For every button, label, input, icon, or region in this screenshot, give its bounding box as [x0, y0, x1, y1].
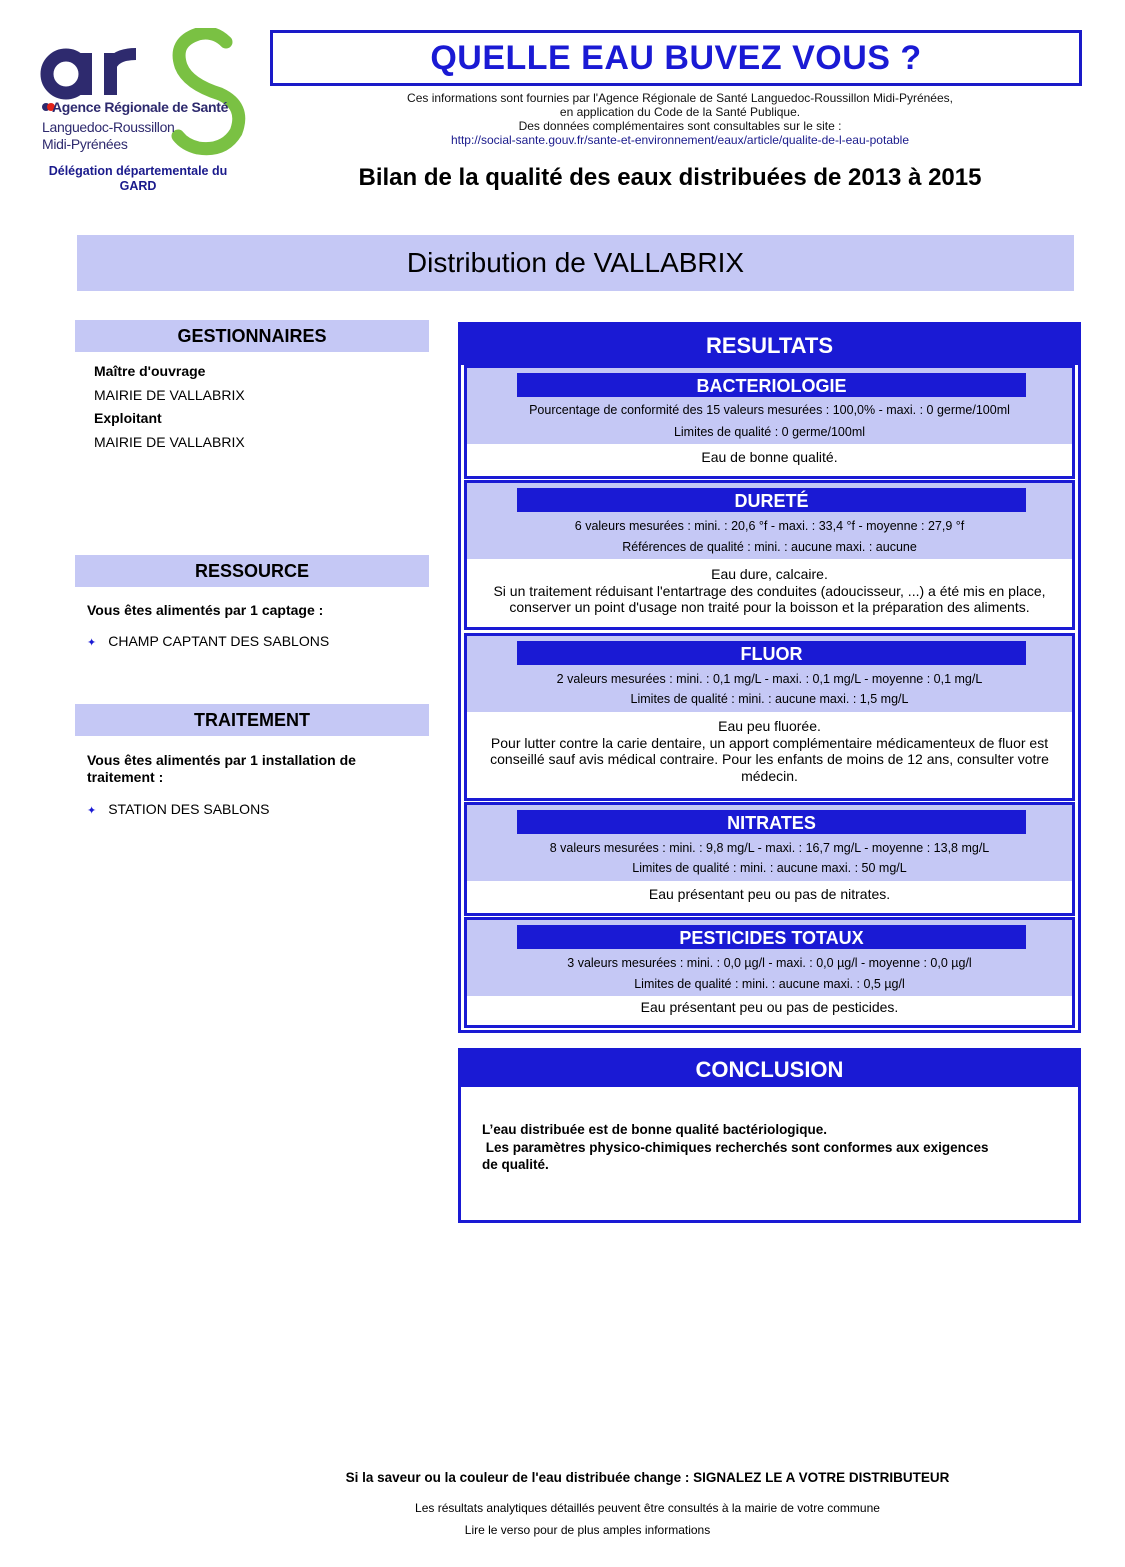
panel-limit-line: Limites de qualité : 0 germe/100ml	[673, 425, 866, 439]
exploitant-label: Exploitant	[94, 410, 162, 426]
traitement-heading: TRAITEMENT	[75, 704, 429, 736]
panel-measure-line: 8 valeurs mesurées : mini. : 9,8 mg/L - maxi. : 16,7 mg/L - moyenne : 13,8 mg/L	[549, 841, 990, 855]
conclusion-line1: L’eau distribuée est de bonne qualité bactériologique.	[482, 1122, 828, 1137]
panel-title: FLUOR	[517, 641, 1026, 665]
info-line3: Des données complémentaires sont consultables sur le site :	[518, 119, 842, 133]
verdict-line: Eau dure, calcaire.	[711, 566, 828, 582]
footer-note-mairie: Les résultats analytiques détaillés peuvent être consultés à la mairie de votre commune	[415, 1501, 880, 1515]
gestionnaires-heading: GESTIONNAIRES	[75, 320, 429, 352]
footer-alert: Si la saveur ou la couleur de l'eau distribuée change : SIGNALEZ LE A VOTRE DISTRIBUTEUR	[345, 1470, 950, 1485]
verdict-line: Eau présentant peu ou pas de nitrates.	[648, 886, 891, 902]
panel-durete	[464, 480, 1075, 630]
conclusion-line3: de qualité.	[482, 1157, 549, 1172]
ressource-heading: RESSOURCE	[75, 555, 429, 587]
panel-title: DURETÉ	[517, 488, 1026, 512]
verdict-line: médecin.	[741, 767, 798, 784]
ars-logo	[38, 28, 253, 158]
panel-measure-line: 2 valeurs mesurées : mini. : 0,1 mg/L - maxi. : 0,1 mg/L - moyenne : 0,1 mg/L	[556, 672, 983, 686]
panel-limit-line: Limites de qualité : mini. : aucune maxi. : 50 mg/L	[632, 861, 907, 875]
panel-limit-line: Limites de qualité : mini. : aucune maxi. : 1,5 mg/L	[630, 692, 909, 706]
conclusion-line2: Les paramètres physico-chimiques recherchés sont conformes aux exigences	[482, 1139, 989, 1155]
delegation-line1: Délégation départementale du	[48, 164, 228, 178]
bullet-star-icon: ✦	[87, 637, 97, 649]
moa-value: MAIRIE DE VALLABRIX	[94, 387, 245, 403]
conclusion-section	[458, 1048, 1081, 1223]
verdict-line: conserver un point d'usage non traité pour la boisson et la préparation des aliments.	[509, 599, 1030, 615]
panel-verdict	[467, 718, 1072, 784]
verdict-line: Pour lutter contre la carie dentaire, un apport complémentaire médicamenteux de fluor est	[490, 734, 1049, 751]
info-line2: en application du Code de la Santé Publique.	[559, 105, 801, 119]
delegation-line2: GARD	[119, 179, 157, 193]
panel-bacteriologie	[464, 365, 1075, 479]
ressource-item	[87, 633, 329, 649]
panel-limit-line: Limites de qualité : mini. : aucune maxi. : 0,5 µg/l	[634, 977, 905, 991]
panel-measures	[467, 805, 1072, 881]
info-block	[300, 91, 1060, 147]
exploitant-value: MAIRIE DE VALLABRIX	[94, 434, 245, 450]
info-link[interactable]: http://social-sante.gouv.fr/sante-et-environnement/eaux/article/qualite-de-l-eau-potable	[450, 133, 910, 147]
panel-measure-line: 3 valeurs mesurées : mini. : 0,0 µg/l - maxi. : 0,0 µg/l - moyenne : 0,0 µg/l	[567, 956, 972, 970]
panel-measures	[467, 920, 1072, 996]
info-line1: Ces informations sont fournies par l'Agence Régionale de Santé Languedoc-Roussillon Midi-Pyrénées,	[407, 91, 953, 105]
panel-verdict	[467, 449, 1072, 466]
panel-limit-line: Références de qualité : mini. : aucune maxi. : aucune	[622, 540, 917, 554]
panel-measures	[467, 636, 1072, 712]
panel-nitrates	[464, 802, 1075, 916]
verdict-line: conseillé sauf avis médical contraire. Pour les enfants de moins de 12 ans, consulter votre	[490, 751, 1049, 767]
panel-measure-line: 6 valeurs mesurées : mini. : 20,6 °f - maxi. : 33,4 °f - moyenne : 27,9 °f	[574, 519, 965, 533]
panel-fluor	[464, 633, 1075, 801]
panel-title: NITRATES	[517, 810, 1026, 834]
ressource-intro: Vous êtes alimentés par 1 captage :	[87, 602, 324, 618]
verdict-line: Eau peu fluorée.	[718, 718, 821, 734]
ressource-item-label: CHAMP CAPTANT DES SABLONS	[108, 633, 330, 649]
conclusion-heading: CONCLUSION	[461, 1051, 1078, 1087]
panel-measure-line: Pourcentage de conformité des 15 valeurs mesurées : 100,0% - maxi. : 0 germe/100ml	[529, 403, 1010, 417]
logo-region-line2: Midi-Pyrénées	[42, 136, 128, 152]
verdict-line: Si un traitement réduisant l'entartrage des conduites (adoucisseur, ...) a été mis en place,	[493, 582, 1046, 599]
moa-label: Maître d'ouvrage	[94, 363, 206, 379]
logo-region-line1: Languedoc-Roussillon	[42, 119, 175, 135]
traitement-item	[87, 801, 270, 817]
page-title: QUELLE EAU BUVEZ VOUS ?	[270, 30, 1082, 86]
panel-verdict	[467, 886, 1072, 903]
panel-verdict	[467, 566, 1072, 616]
panel-pesticides	[464, 917, 1075, 1028]
panel-measures	[467, 483, 1072, 559]
distribution-banner: Distribution de VALLABRIX	[77, 235, 1074, 291]
results-heading: RESULTATS	[461, 325, 1078, 365]
logo-agency-name: Agence Régionale de Santé	[52, 99, 229, 115]
traitement-intro-line1: Vous êtes alimentés par 1 installation de	[87, 752, 356, 768]
panel-verdict	[467, 999, 1072, 1016]
verdict-line: Eau présentant peu ou pas de pesticides.	[640, 999, 899, 1015]
results-section	[458, 322, 1081, 1033]
panel-title: PESTICIDES TOTAUX	[517, 925, 1026, 949]
traitement-intro-line2: traitement :	[87, 769, 164, 785]
verdict-line: Eau de bonne qualité.	[701, 449, 838, 465]
bullet-star-icon: ✦	[87, 805, 97, 817]
footer-note-verso: Lire le verso pour de plus amples informations	[464, 1523, 711, 1537]
delegation-label	[38, 164, 238, 194]
bilan-title: Bilan de la qualité des eaux distribuées de 2013 à 2015	[358, 164, 982, 191]
panel-title: BACTERIOLOGIE	[517, 373, 1026, 397]
conclusion-text	[482, 1121, 1062, 1174]
traitement-item-label: STATION DES SABLONS	[108, 801, 270, 817]
panel-measures	[467, 368, 1072, 444]
